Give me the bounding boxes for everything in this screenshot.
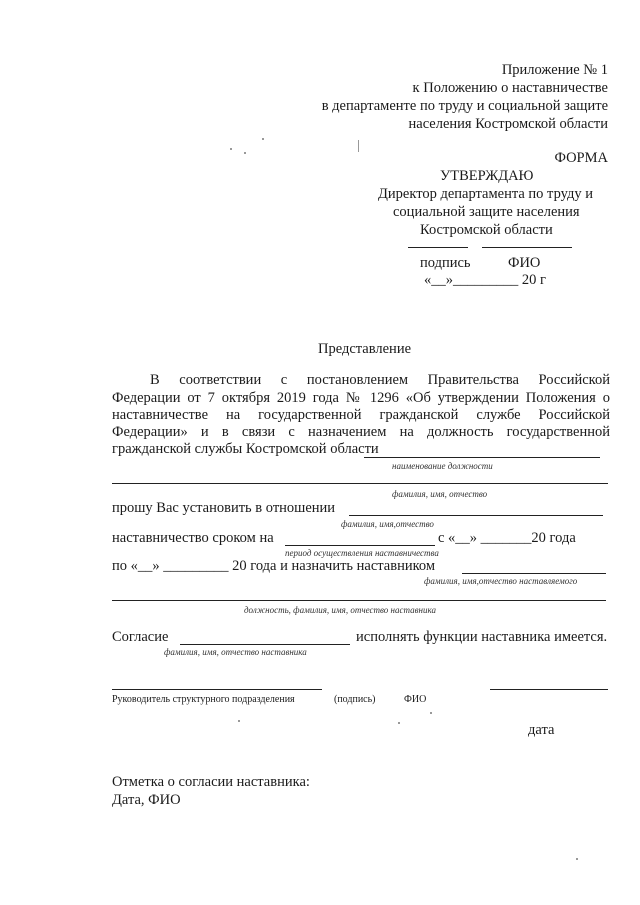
term-duration-line [285, 545, 435, 546]
approver-signature-label: подпись [420, 255, 471, 271]
document-title: Представление [318, 341, 412, 357]
approval-date-line: «__»_________ 20 г [424, 272, 546, 288]
hint-fio-2: фамилия, имя,отчество [341, 519, 434, 529]
date-label: дата [528, 722, 555, 738]
form-label: ФОРМА [554, 150, 608, 166]
scan-speck [230, 148, 232, 150]
scan-speck [430, 712, 432, 714]
consent-name-line [180, 644, 350, 645]
scan-speck [398, 722, 400, 724]
head-sign-label: (подпись) [334, 694, 376, 705]
hint-period: период осуществления наставничества [285, 548, 439, 558]
approver-position-2: социальной защите населения [393, 204, 580, 220]
head-signature-line-1 [112, 689, 322, 690]
consent-text: исполнять функции наставника имеется. [356, 629, 608, 645]
mentor-full-line [112, 600, 606, 601]
body-line-1: В соответствии с постановлением Правительства Российской [150, 372, 610, 388]
hint-mentee: фамилия, имя,отчество наставляемого [424, 576, 578, 586]
appendix-line-1: Приложение № 1 [501, 62, 608, 78]
appendix-line-2: к Положению о наставничестве [412, 80, 608, 96]
scan-speck [358, 140, 359, 152]
approve-label: УТВЕРЖДАЮ [440, 168, 534, 184]
body-line-4: Федерации» и в связи с назначением на должность государственной [112, 424, 610, 440]
approver-position-3: Костромской области [420, 222, 553, 238]
head-label: Руководитель структурного подразделения [112, 694, 295, 705]
appendix-line-4: населения Костромской области [408, 116, 608, 132]
approver-position-1: Директор департамента по труду и [378, 186, 593, 202]
hint-mentor-full: должность, фамилия, имя, отчество наставника [244, 605, 436, 615]
head-fio-label: ФИО [404, 694, 427, 705]
consent-date-fio: Дата, ФИО [112, 792, 181, 808]
consent-mark-label: Отметка о согласии наставника: [112, 774, 310, 790]
scan-speck [238, 720, 240, 722]
hint-mentor: фамилия, имя, отчество наставника [164, 647, 307, 657]
scan-speck [262, 138, 264, 140]
hint-fio-1: фамилия, имя, отчество [392, 489, 488, 499]
term-from: с «__» _______20 года [438, 530, 576, 546]
approver-signature-line [408, 247, 468, 248]
mentee-name-line [349, 515, 603, 516]
appendix-line-3: в департаменте по труду и социальной защите [321, 98, 608, 114]
body-line-3: наставничестве на государственной гражданской службе Российской [112, 407, 610, 423]
hint-position: наименование должности [392, 461, 493, 471]
scan-speck [244, 152, 246, 154]
approver-fio-label: ФИО [508, 255, 541, 271]
position-field-line [364, 457, 600, 458]
term-prefix: наставничество сроком на [112, 530, 274, 546]
scan-speck [576, 858, 578, 860]
term-until: по «__» _________ 20 года и назначить наставником [112, 558, 436, 574]
mentor-name-line [112, 483, 608, 484]
body-line-5: гражданской службы Костромской области [112, 441, 379, 457]
head-date-line [490, 689, 608, 690]
approver-fio-line [482, 247, 572, 248]
mentee-line-2 [462, 573, 606, 574]
request-text: прошу Вас установить в отношении [112, 500, 336, 516]
body-line-2: Федерации от 7 октября 2019 года № 1296 «Об утверждении Положения о [112, 390, 610, 406]
consent-label: Согласие [112, 629, 169, 645]
